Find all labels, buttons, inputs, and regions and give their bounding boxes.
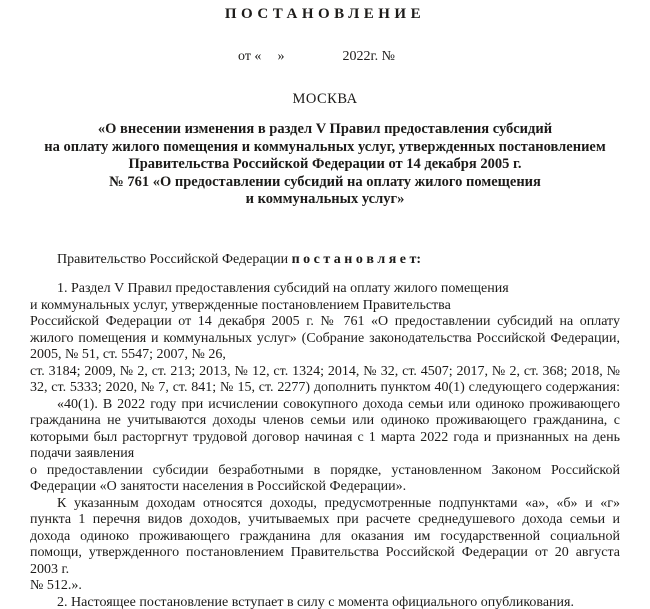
preamble-verb: п о с т а н о в л я е т: [291,251,422,267]
document-body [0,281,650,609]
body-line: 1. Раздел V Правил предоставления субсидий на оплату жилого помещения [57,281,509,296]
body-line: подачи заявления [30,446,135,461]
body-line: жилого помещения и коммунальных услуг» (Собрание законодательства Российской Федерации, [30,330,620,346]
body-line: Федерации «О занятости населения в Российской Федерации». [30,479,407,494]
preamble-lead: Правительство Российской Федерации [57,251,292,267]
body-line: которыми был расторгнут трудовой договор начиная с 1 марта 2022 года и признанных на день [30,429,620,445]
document-title [0,121,650,209]
date-line [0,48,650,65]
body-line: 32, ст. 5333; 2020, № 7, ст. 841; № 15, ст. 2277) дополнить пунктом 40(1) следующего содержания: [30,380,620,395]
city-line: МОСКВА [292,91,358,107]
body-line: гражданина не учитываются доходы членов семьи или одиноко проживающего гражданина, с [30,413,620,428]
title-line: Правительства Российской Федерации от 14 декабря 2005 г. [128,156,522,172]
body-line: о предоставлении субсидии безработными в порядке, установленном Законом Российской [30,462,620,478]
body-line: 2. Настоящее постановление вступает в силу с момента официального опубликования. [57,594,574,609]
title-line: № 761 «О предоставлении субсидий на оплату жилого помещения [109,173,541,190]
body-line: 2003 г. [30,561,70,577]
body-line: дохода одиноко проживающего гражданина для оказания им государственной социальной [30,528,620,544]
body-line: и коммунальных услуг, утвержденные постановлением Правительства [30,297,451,313]
title-line: «О внесении изменения в раздел V Правил предоставления субсидий [97,121,553,137]
title-line: на оплату жилого помещения и коммунальных услуг, утвержденных постановлением [44,138,606,155]
body-line: К указанным доходам относятся доходы, предусмотренные подпунктами «а», «б» и «г» [57,495,620,511]
preamble-line [0,252,650,269]
date-from-open-quote: от « [238,49,262,64]
body-line: «40(1). В 2022 году при исчислении совокупного дохода семьи или одиноко проживающего [57,396,620,412]
body-line: Российской Федерации от 14 декабря 2005 г. № 761 «О предоставлении субсидий на оплату [30,314,620,329]
body-line: № 512.». [30,578,82,593]
date-close-quote: » [277,49,285,64]
doc-type-heading: ПОСТАНОВЛЕНИЕ [224,6,426,22]
title-line: и коммунальных услуг» [245,191,405,207]
body-line: 2005, № 51, ст. 5547; 2007, № 26, [30,347,226,362]
body-line: пункта 1 перечня видов доходов, учитываемых при расчете среднедушевого дохода семьи и [30,512,620,527]
body-line: помощи, утвержденного постановлением Правительства Российской Федерации от 20 августа [30,545,620,560]
body-line: ст. 3184; 2009, № 2, ст. 213; 2013, № 12, ст. 1324; 2014, № 32, ст. 4507; 2017, № 2, ст. 368; 2018, № [30,363,620,379]
date-year-number: 2022г. № [342,49,395,64]
